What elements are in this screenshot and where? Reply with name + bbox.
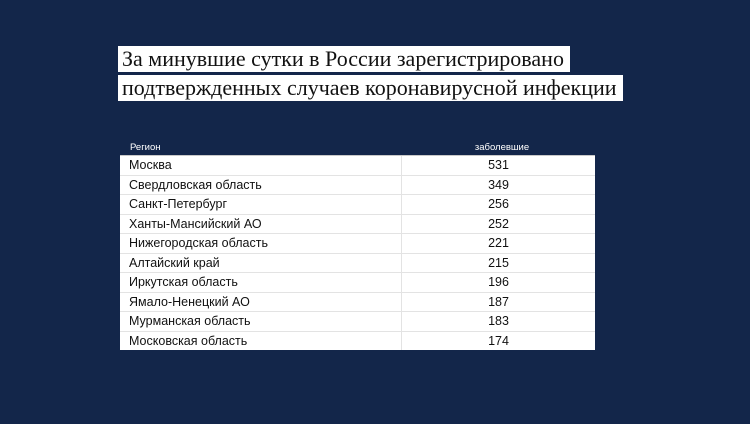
table-row — [120, 254, 595, 274]
region-cell: Свердловская область — [120, 176, 402, 195]
cases-cell: 256 — [488, 197, 509, 212]
table-row — [120, 332, 595, 351]
table-row — [120, 215, 595, 235]
cases-cell: 531 — [488, 158, 509, 173]
region-cell: Ханты-Мансийский АО — [120, 215, 402, 234]
headline-line-2: подтвержденных случаев коронавирусной инфекции — [118, 75, 623, 101]
cases-cell: 349 — [488, 177, 509, 192]
cases-cell: 187 — [488, 294, 509, 309]
table-row — [120, 176, 595, 196]
cases-cell: 252 — [488, 216, 509, 231]
region-cell: Москва — [120, 156, 402, 175]
table-row — [120, 234, 595, 254]
table-row — [120, 273, 595, 293]
table-row — [120, 156, 595, 176]
table-row — [120, 312, 595, 332]
column-header-region: Регион — [130, 142, 161, 153]
cases-cell: 174 — [488, 333, 509, 348]
headline-line-1: За минувшие сутки в России зарегистрировано — [118, 46, 570, 72]
data-table — [120, 141, 595, 350]
cases-cell: 196 — [488, 275, 509, 290]
cases-cell: 221 — [488, 236, 509, 251]
table-header — [120, 141, 595, 155]
region-cell: Алтайский край — [120, 254, 402, 273]
table-row — [120, 195, 595, 215]
region-cell: Московская область — [120, 332, 402, 351]
region-cell: Санкт-Петербург — [120, 195, 402, 214]
cases-cell: 183 — [488, 314, 509, 329]
cases-cell: 215 — [488, 255, 509, 270]
region-cell: Нижегородская область — [120, 234, 402, 253]
column-header-cases: заболевшие — [474, 142, 530, 153]
table-body — [120, 155, 595, 350]
table-row — [120, 293, 595, 313]
region-cell: Иркутская область — [120, 273, 402, 292]
region-cell: Ямало-Ненецкий АО — [120, 293, 402, 312]
region-cell: Мурманская область — [120, 312, 402, 331]
headline — [118, 46, 623, 104]
